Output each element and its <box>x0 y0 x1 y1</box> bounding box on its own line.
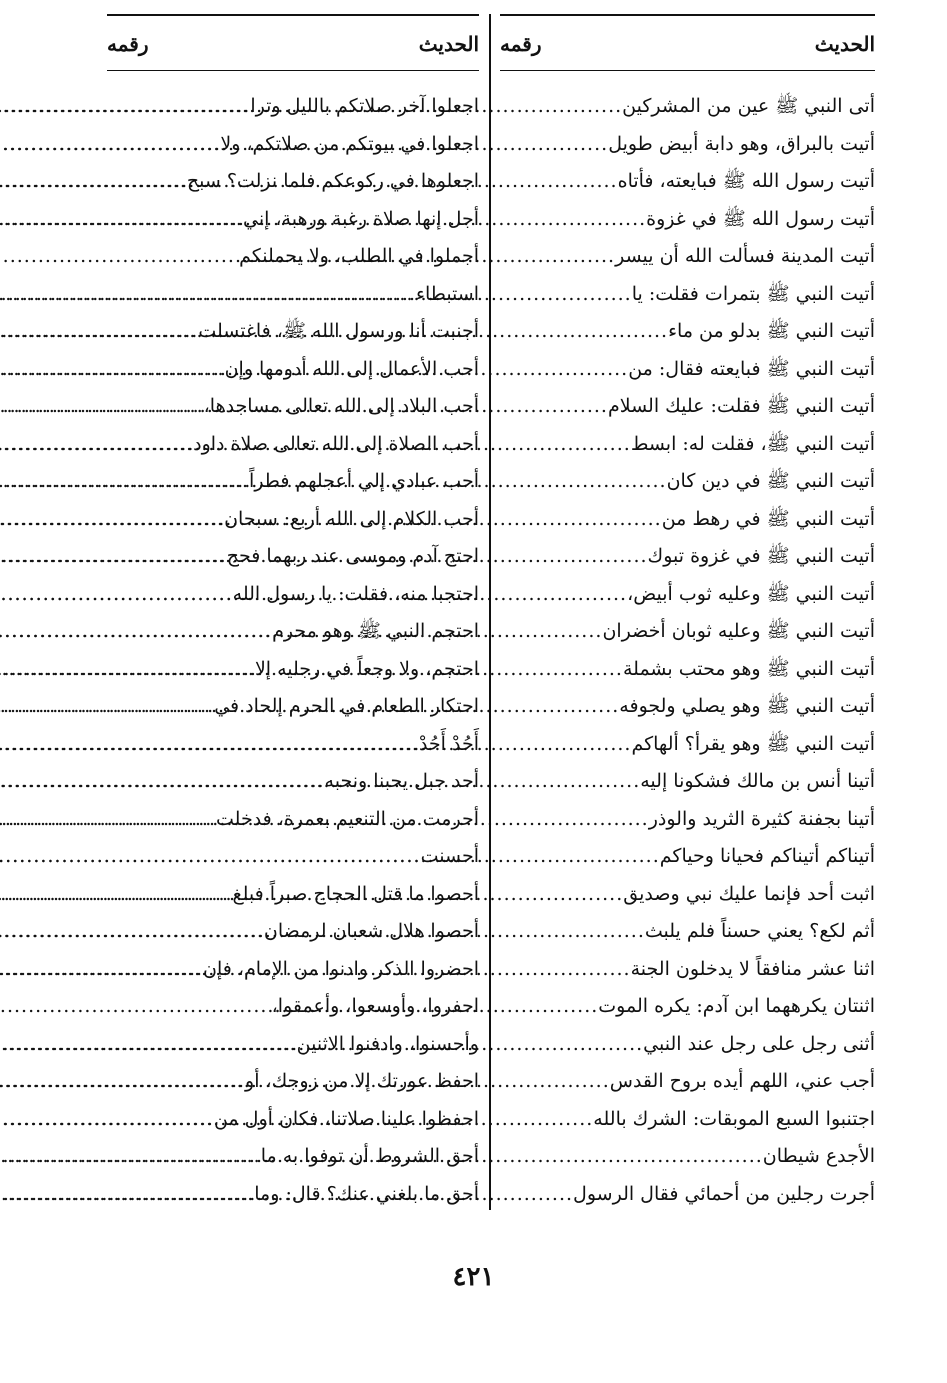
list-item <box>500 388 875 426</box>
hadith-text: أتيت النبي ﷺ وعليه ثوبان أخضران <box>602 620 875 642</box>
hadith-text: الأجدع شيطان <box>762 1145 875 1167</box>
leader-dots <box>0 1176 254 1214</box>
list-item <box>107 1176 479 1214</box>
hadith-text: أحصوا ما قتل الحجاج صبراً فبلغ <box>232 882 479 905</box>
hadith-text: أتيت النبي ﷺ في غزوة تبوك <box>647 545 875 567</box>
list-item <box>500 463 875 501</box>
top-rule-right <box>500 14 875 16</box>
list-item <box>107 1026 479 1064</box>
hadith-header: الحديث <box>814 32 875 56</box>
hadith-text: احتج آدم وموسى عند ربهما فحج <box>226 545 479 567</box>
page-number: ٤٢١ <box>452 1262 495 1292</box>
list-item <box>500 726 875 764</box>
header-rule-right <box>500 70 875 71</box>
hadith-text: وأحسنوا، وادفنوا الاثنين <box>296 1032 479 1055</box>
list-item <box>500 201 875 239</box>
leader-dots <box>0 838 421 876</box>
hadith-text: أتينا أنس بن مالك فشكونا إليه <box>640 770 875 792</box>
hadith-text: أجب عني، اللهم أيده بروح القدس <box>609 1070 875 1092</box>
leader-dots <box>0 876 233 914</box>
list-item <box>500 613 875 651</box>
list-item <box>500 763 875 801</box>
leader-dots <box>0 763 325 801</box>
leader-dots <box>0 313 198 351</box>
list-item <box>107 876 479 914</box>
leader-dots <box>0 126 220 164</box>
hadith-text: أتيت رسول الله ﷺ في غزوة <box>646 207 875 230</box>
list-item <box>500 163 875 201</box>
list-item <box>107 463 479 501</box>
top-rule-left <box>107 14 479 16</box>
hadith-text: اجتنبوا السبع الموبقات: الشرك بالله <box>593 1107 875 1130</box>
leader-dots <box>0 351 225 389</box>
leader-dots <box>0 913 264 951</box>
hadith-text: احفظوا علينا صلاتنا، فكان أول من <box>213 1107 479 1130</box>
hadith-text: أحب عبادي إلي أعجلهم فطراً <box>249 470 479 492</box>
hadith-text: احتجم، ولا وجعاً في رجليه إلا <box>254 657 479 680</box>
list-item <box>107 838 479 876</box>
leader-dots <box>0 276 416 314</box>
list-item <box>500 313 875 351</box>
list-item <box>500 426 875 464</box>
list-item <box>500 501 875 539</box>
list-item <box>500 276 875 314</box>
hadith-text: أتيت النبي ﷺ في دين كان <box>666 470 875 492</box>
list-item <box>107 763 479 801</box>
column-header <box>107 32 479 62</box>
list-item <box>500 913 875 951</box>
list-item <box>500 1138 875 1176</box>
hadith-text: أحب الكلام إلى الله أربع: سبحان <box>224 507 479 530</box>
list-item <box>107 951 479 989</box>
list-item <box>107 201 479 239</box>
hadith-text: احضروا الذكر وادنوا من الإمام، فإن <box>203 957 479 980</box>
hadith-text: أحق ما بلغني عنك؟ قال: وما <box>254 1182 479 1205</box>
hadith-text: أتيت النبي ﷺ وعليه ثوب أبيض، <box>627 582 875 605</box>
hadith-text: اجعلوها في ركوعكم فلما نزلت؟ سبح <box>186 170 479 192</box>
hadith-text: أتيت النبي ﷺ فقلت: عليك السلام <box>607 395 875 417</box>
hadith-text: استبطاء <box>416 282 479 305</box>
list-item <box>500 88 875 126</box>
leader-dots <box>0 88 250 126</box>
hadith-text: أحب البلاد إلى الله تعالى مساجدها، <box>203 395 479 417</box>
list-item <box>500 988 875 1026</box>
list-item <box>500 576 875 614</box>
hadith-text: أتيت النبي ﷺ وهو يصلي ولجوفه <box>619 695 875 717</box>
list-item <box>107 163 479 201</box>
hadith-text: أحرمت من التنعيم بعمرة، فدخلت <box>216 807 479 830</box>
header-rule-left <box>107 70 479 71</box>
list-item <box>107 388 479 426</box>
leader-dots <box>0 463 249 501</box>
hadith-text: أتيت النبي ﷺ وهو محتب بشملة <box>622 657 875 680</box>
hadith-text: اثبت أحد فإنما عليك نبي وصديق <box>623 882 875 905</box>
list-item <box>107 238 479 276</box>
hadith-text: احتكار الطعام في الحرم إلحاد في <box>214 695 479 717</box>
hadith-text: اجعلوا آخر صلاتكم بالليل وترا <box>250 95 479 117</box>
leader-dots <box>0 388 204 426</box>
hadith-text: أتيت بالبراق، وهو دابة أبيض طويل <box>608 132 875 155</box>
leader-dots <box>0 201 243 239</box>
list-item <box>500 1026 875 1064</box>
list-item <box>500 1101 875 1139</box>
list-item <box>107 538 479 576</box>
list-item <box>107 313 479 351</box>
list-item <box>500 801 875 839</box>
hadith-text: احتجم النبي ﷺ وهو محرم <box>272 620 479 642</box>
list-item <box>107 501 479 539</box>
list-item <box>107 613 479 651</box>
list-item <box>500 876 875 914</box>
hadith-text: أتى النبي ﷺ عين من المشركين <box>622 95 875 117</box>
hadith-text: أتيت النبي ﷺ بدلو من ماء <box>668 320 875 342</box>
entry-list <box>500 88 875 1213</box>
hadith-text: احفروا، وأوسعوا، وأعمقوا، <box>271 995 479 1017</box>
hadith-text: اثنتان يكرههما ابن آدم: يكره الموت <box>598 995 875 1017</box>
hadith-text: أجل إنها صلاة رغبة ورهبة، إني <box>242 207 479 230</box>
leader-dots <box>0 1026 297 1064</box>
list-item <box>107 126 479 164</box>
leader-dots <box>0 801 216 839</box>
hadith-text: أتيت النبي ﷺ بتمرات فقلت: يا <box>631 282 875 305</box>
hadith-text: أثنى رجل على رجل عند النبي <box>643 1032 875 1055</box>
hadith-header: الحديث <box>418 32 479 56</box>
list-item <box>500 238 875 276</box>
leader-dots <box>109 238 239 276</box>
column-header <box>500 32 875 62</box>
list-item <box>500 351 875 389</box>
leader-dots <box>0 726 419 764</box>
hadith-text: أتيت النبي ﷺ فبايعته فقال: من <box>628 357 875 380</box>
leader-dots <box>0 163 187 201</box>
hadith-text: أتيت رسول الله ﷺ فبايعته، فأتاه <box>617 170 875 192</box>
leader-dots <box>0 1101 214 1139</box>
list-item <box>500 1063 875 1101</box>
list-item <box>500 538 875 576</box>
leader-dots <box>0 951 203 989</box>
list-item <box>500 688 875 726</box>
leader-dots <box>0 576 233 614</box>
list-item <box>107 351 479 389</box>
leader-dots <box>0 1063 245 1101</box>
list-item <box>107 688 479 726</box>
hadith-text: أحب الصلاة إلى الله تعالى صلاة داود <box>193 432 479 455</box>
hadith-text: أحب الأعمال إلى الله أدومها وإن <box>224 357 479 380</box>
hadith-text: أحد جبل يحبنا ونحبه <box>324 770 479 792</box>
hadith-text: أجملوا في الطلب، ولا يحملنكم <box>239 245 479 267</box>
list-item <box>107 801 479 839</box>
list-item <box>107 913 479 951</box>
leader-dots <box>0 688 214 726</box>
number-header: رقمه <box>107 32 149 56</box>
list-item <box>500 838 875 876</box>
list-item <box>107 88 479 126</box>
hadith-number <box>107 988 109 1026</box>
leader-dots <box>0 651 255 689</box>
hadith-text: اجعلوا في بيوتكم من صلاتكم، ولا <box>220 132 479 155</box>
list-item <box>107 1138 479 1176</box>
list-item <box>107 576 479 614</box>
list-item <box>107 651 479 689</box>
hadith-text: أتينا بجفنة كثيرة الثريد والوذر <box>648 807 875 830</box>
hadith-text: أثم لكع؟ يعني حسناً فلم يلبث <box>644 920 875 942</box>
list-item <box>500 1176 875 1214</box>
hadith-text: أَحُدْ أَحُدْ <box>418 732 479 755</box>
list-item <box>107 1101 479 1139</box>
leader-dots <box>0 1138 261 1176</box>
hadith-text: احفظ عورتك إلا من زوجك، أو <box>245 1070 479 1092</box>
hadith-text: أتيت النبي ﷺ وهو يقرأ؟ ألهاكم <box>631 732 875 755</box>
list-item <box>107 988 479 1026</box>
list-item <box>500 651 875 689</box>
hadith-text: أتيت النبي ﷺ في رهط من <box>661 507 875 530</box>
list-item <box>107 276 479 314</box>
hadith-text: أجرت رجلين من أحمائي فقال الرسول <box>573 1182 875 1205</box>
entry-list <box>107 88 479 1213</box>
hadith-text: أتيناكم أتيناكم فحيانا وحياكم <box>659 845 875 867</box>
list-item <box>500 126 875 164</box>
leader-dots <box>0 501 224 539</box>
hadith-text: احتجبا منه، فقلت: يا رسول الله <box>232 582 479 605</box>
list-item <box>500 951 875 989</box>
list-item <box>107 1063 479 1101</box>
hadith-text: أحسنت <box>420 845 479 867</box>
hadith-text: أتيت النبي ﷺ، فقلت له: ابسط <box>630 432 875 455</box>
hadith-number <box>107 238 109 276</box>
list-item <box>107 426 479 464</box>
list-item <box>107 726 479 764</box>
number-header: رقمه <box>500 32 542 56</box>
leader-dots <box>0 538 227 576</box>
hadith-text: أجنبت أنا ورسول الله ﷺ، فاغتسلت <box>198 320 479 342</box>
hadith-text: أحصوا هلال شعبان لرمضان <box>263 920 479 942</box>
leader-dots <box>0 613 272 651</box>
hadith-text: أحق الشروط أن توفوا به ما <box>260 1145 479 1167</box>
leader-dots <box>0 426 193 464</box>
hadith-text: أتيت المدينة فسألت الله أن ييسر <box>615 245 875 267</box>
hadith-text: اثنا عشر منافقاً لا يدخلون الجنة <box>630 957 875 980</box>
leader-dots <box>109 988 272 1026</box>
